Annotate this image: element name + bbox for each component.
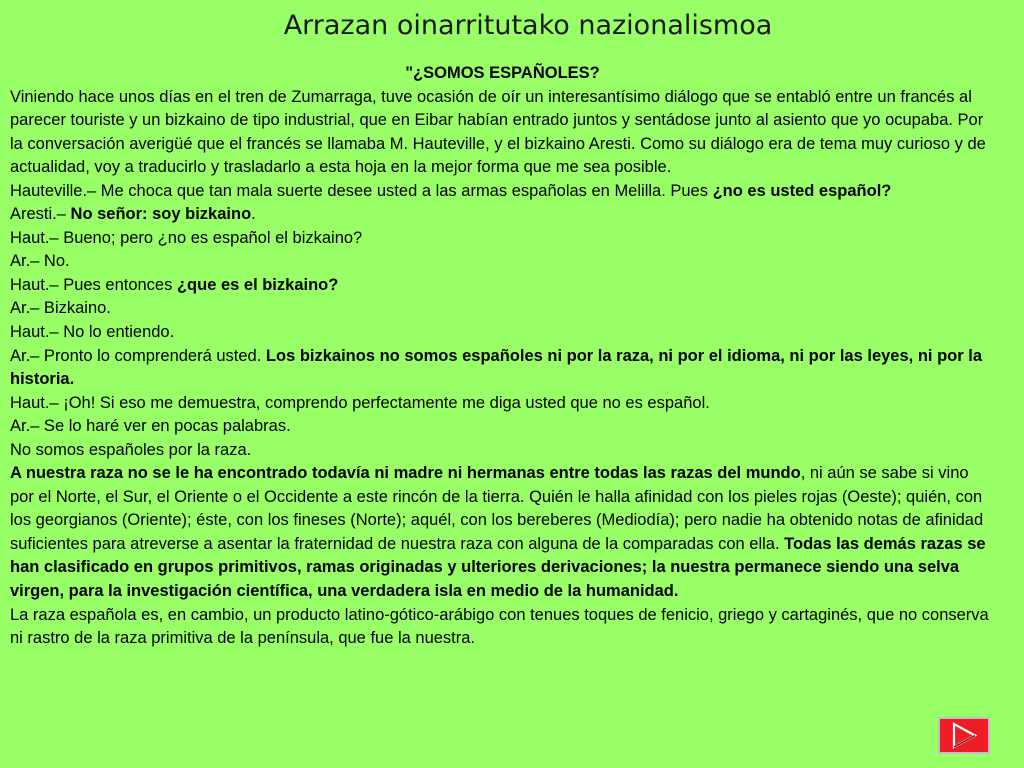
body-paragraph — [10, 462, 995, 603]
dialogue-line: Haut.– No lo entiendo. — [10, 323, 175, 342]
dialogue-line: Ar.– Bizkaino. — [10, 299, 111, 318]
intro-paragraph: Viniendo hace unos días en el tren de Zumarraga, tuve ocasión de oír un interesantísimo diálogo que se entabló entre un francés al parecer touriste y un bizkaino de tipo industrial, que en Eibar habían entrado juntos y sentádose junto al asiento que yo ocupaba. Por la conversación averigüé que el francés se llamaba M. Hauteville, y el bizkaino Aresti. Como su diálogo era de tema muy curioso y de actualidad, voy a traducirlo y trasladarlo a esta hoja en la mejor forma que me sea posible. — [10, 87, 986, 177]
line-text: , ni aún se sabe si vino por el Norte, el Sur, el Oriente o el Occidente a este rincón de la tierra. Quién le halla afinidad con los pieles rojas (Oeste); quién, con los georgianos (Oriente); éste, con los fineses (Norte); aquél, con los bereberes (Mediodía); pero nadie ha obtenido notas de afinidad suficientes para atreverse a asentar la fraternidad de nuestra raza con alguna de la comparadas con ella. — [10, 464, 984, 553]
dialogue-line: No somos españoles por la raza. — [10, 440, 252, 459]
dialogue-line — [10, 345, 995, 392]
dialogue-line — [10, 274, 995, 298]
line-text: . — [251, 205, 256, 224]
line-bold: No señor: soy bizkaino — [70, 205, 252, 224]
slide-body — [10, 62, 995, 651]
line-bold: A nuestra raza no se le ha encontrado todavía ni madre ni hermanas entre todas las razas del mundo — [10, 464, 801, 483]
line-bold: ¿que es el bizkaino? — [176, 275, 339, 294]
line-text: Haut.– Pues entonces — [10, 275, 177, 294]
body-paragraph: La raza española es, en cambio, un producto latino-gótico-arábigo con tenues toques de fenicio, griego y cartaginés, que no conserva ni rastro de la raza primitiva de la península, que fue la nuestra. — [10, 605, 989, 648]
article-heading: "¿SOMOS ESPAÑOLES? — [405, 64, 600, 82]
dialogue-line: Ar.– No. — [10, 252, 70, 271]
slide-title: Arrazan oinarritutako nazionalismoa — [283, 10, 773, 41]
dialogue-line — [10, 203, 995, 227]
line-text: Hauteville.– Me choca que tan mala suerte desee usted a las armas españolas en Melilla. Pues — [10, 181, 713, 200]
next-slide-icon — [940, 719, 988, 752]
line-bold: Los bizkainos no somos españoles ni por la raza, ni por el idioma, ni por las leyes, ni por la historia. — [10, 346, 982, 389]
line-text: Ar.– Pronto lo comprenderá usted. — [10, 346, 266, 365]
line-bold: ¿no es usted español? — [712, 181, 892, 200]
line-bold: Todas las demás razas se han clasificado en grupos primitivos, ramas originadas y ulteriores derivaciones; la nuestra permanece siendo una selva virgen, para la investigación científica, una verdadera isla en medio de la humanidad. — [10, 534, 986, 601]
dialogue-line: Ar.– Se lo haré ver en pocas palabras. — [10, 417, 291, 436]
next-slide-button[interactable] — [938, 717, 990, 754]
dialogue-line: Haut.– Bueno; pero ¿no es español el bizkaino? — [10, 228, 363, 247]
line-text: Aresti.– — [10, 205, 71, 224]
dialogue-line — [10, 180, 995, 204]
dialogue-line: Haut.– ¡Oh! Si eso me demuestra, comprendo perfectamente me diga usted que no es español. — [10, 393, 710, 412]
